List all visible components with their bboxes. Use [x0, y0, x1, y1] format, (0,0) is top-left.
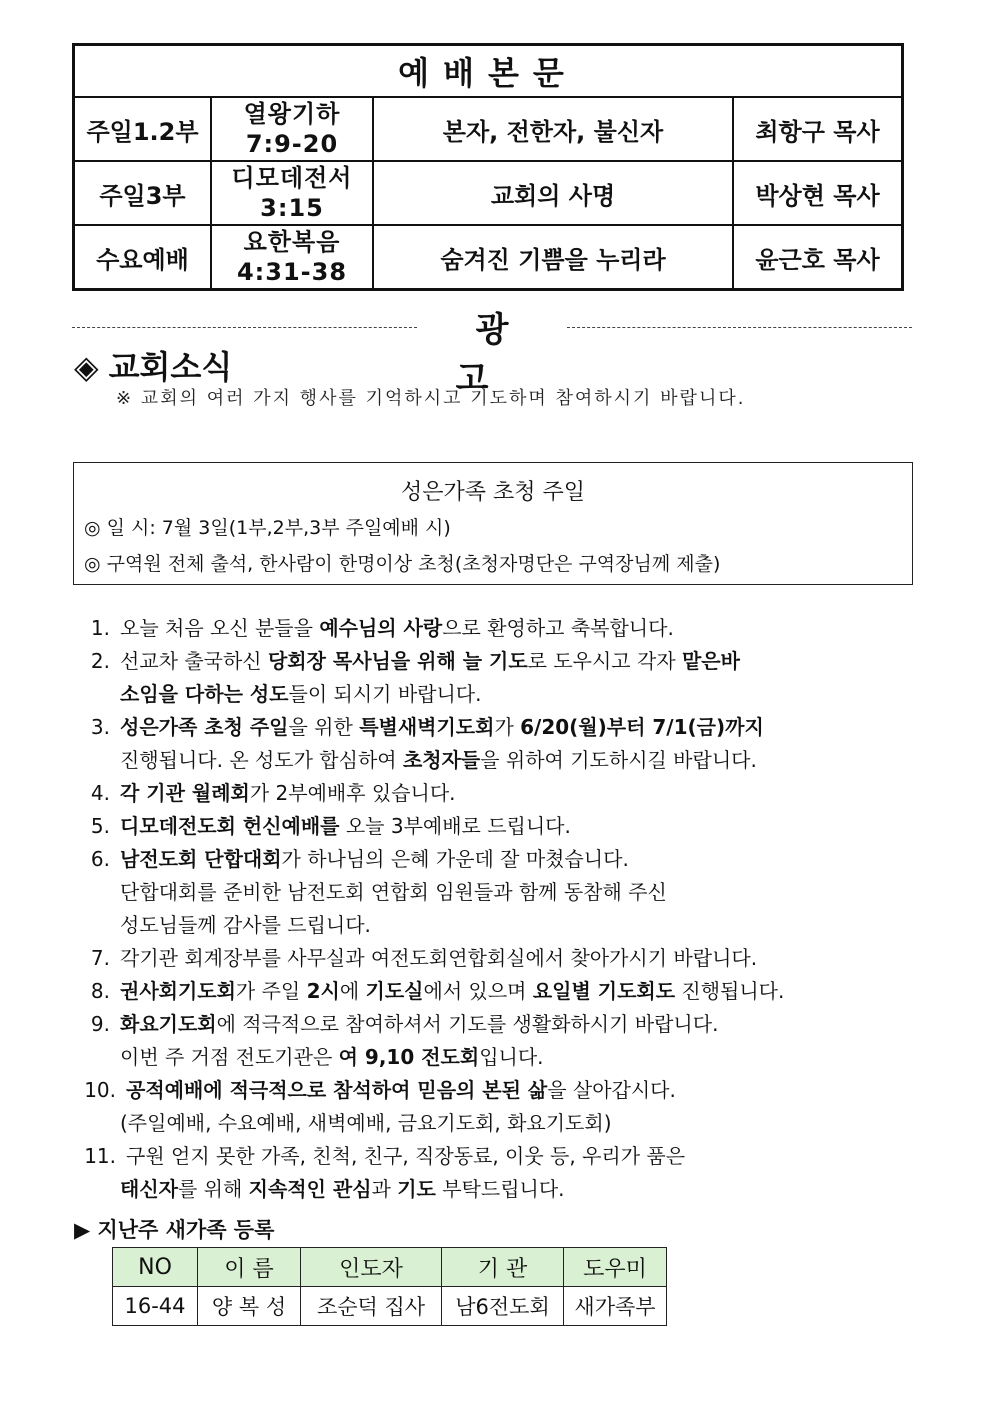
column-header: 도우미 — [564, 1248, 667, 1287]
notice-text: 각기관 회계장부를 사무실과 여전도회연합회실에서 찾아가시기 바랍니다. — [120, 946, 758, 970]
emphasis-text: 기도실 — [365, 979, 424, 1003]
notice-number: 10. — [84, 1078, 116, 1102]
notice-text-continued: 성도님들께 감사를 드립니다. — [120, 913, 371, 937]
notice-text-continued — [120, 744, 930, 777]
column-header: 인도자 — [301, 1248, 442, 1287]
text-span: 가 하나님의 은혜 가운데 잘 마쳤습니다. — [281, 847, 629, 871]
text-span: 에서 있으며 — [423, 979, 533, 1003]
sermon-title: 본자, 전한자, 불신자 — [373, 97, 733, 161]
sermon-table-title: 예배본문 — [74, 45, 903, 98]
column-header: 이 름 — [198, 1248, 301, 1287]
text-span: 를 위해 — [177, 1177, 249, 1201]
text-span: 을 살아갑시다. — [547, 1078, 676, 1102]
church-news-heading — [74, 342, 232, 388]
scripture-book: 열왕기하 — [243, 100, 341, 128]
service-name: 주일1.2부 — [74, 97, 212, 161]
text-span: 선교차 출국하신 — [120, 649, 268, 673]
notice-number: 2. — [90, 649, 110, 673]
list-item — [70, 810, 930, 843]
text-span: 에 — [339, 979, 366, 1003]
emphasis-text: 공적예배에 적극적으로 참석하여 믿음의 본된 삶 — [126, 1078, 548, 1102]
scripture-ref: 3:15 — [260, 194, 324, 222]
table-row — [74, 225, 903, 290]
text-span: 가 주일 — [235, 979, 307, 1003]
list-item — [70, 1008, 930, 1074]
emphasis-text: 예수님의 사랑 — [319, 616, 443, 640]
emphasis-text: 초청자들 — [402, 748, 481, 772]
church-news-subtitle: ※ 교회의 여러 가지 행사를 기억하시고 기도하며 참여하시기 바랍니다. — [116, 388, 746, 409]
notice-text — [120, 612, 930, 645]
divider-line-right — [567, 327, 912, 328]
scripture — [211, 161, 373, 225]
text-span: 부탁드립니다. — [435, 1177, 565, 1201]
text-span: 가 2부예배후 있습니다. — [249, 781, 456, 805]
service-name: 수요예배 — [74, 225, 212, 290]
notice-text-continued — [120, 678, 930, 711]
event-box — [73, 462, 913, 585]
notice-text — [120, 1008, 930, 1041]
notice-number: 7. — [90, 946, 110, 970]
notice-number: 3. — [90, 715, 110, 739]
notice-number: 11. — [84, 1144, 116, 1168]
table-cell: 16-44 — [113, 1287, 198, 1326]
notice-text-continued — [120, 1173, 930, 1206]
divider-line-left — [72, 327, 417, 328]
text-span: 진행됩니다. 온 성도가 합심하여 — [120, 748, 403, 772]
text-span: 을 위한 — [288, 715, 360, 739]
emphasis-text: 성은가족 초청 주일 — [120, 715, 289, 739]
emphasis-text: 남전도회 단합대회 — [120, 847, 282, 871]
preacher: 최항구 목사 — [733, 97, 903, 161]
preacher: 박상현 목사 — [733, 161, 903, 225]
emphasis-text: 각 기관 월례회 — [120, 781, 250, 805]
emphasis-text: 당회장 목사님을 위해 늘 기도 — [267, 649, 528, 673]
notice-number: 1. — [90, 616, 110, 640]
list-item — [70, 975, 930, 1008]
scripture — [211, 225, 373, 290]
scripture-book: 디모데전서 — [231, 164, 353, 192]
emphasis-text: 소임을 다하는 성도 — [120, 682, 289, 706]
text-span: 진행됩니다. — [675, 979, 785, 1003]
sermon-table — [72, 43, 904, 291]
event-title: 성은가족 초청 주일 — [400, 480, 585, 505]
text-span: 가 — [494, 715, 521, 739]
event-date-line: ◎ 일 시: 7월 3일(1부,2부,3부 주일예배 시) — [84, 517, 451, 539]
table-row — [113, 1287, 667, 1326]
table-row — [74, 97, 903, 161]
text-span: 과 — [371, 1177, 398, 1201]
notice-number: 6. — [90, 847, 110, 871]
scripture-ref: 7:9-20 — [245, 130, 339, 158]
scripture-book: 요한복음 — [243, 228, 341, 256]
emphasis-text: 권사회기도회 — [120, 979, 236, 1003]
list-item — [70, 612, 930, 645]
notice-text — [120, 645, 930, 678]
table-cell: 새가족부 — [564, 1287, 667, 1326]
notice-text: 구원 얻지 못한 가족, 친척, 친구, 직장동료, 이웃 등, 우리가 품은 — [126, 1144, 686, 1168]
emphasis-text: 태신자 — [120, 1177, 178, 1201]
sermon-title: 교회의 사명 — [373, 161, 733, 225]
text-span: 오늘 처음 오신 분들을 — [120, 616, 320, 640]
table-header-row — [113, 1248, 667, 1287]
notice-text — [126, 1074, 930, 1107]
scripture-ref: 4:31-38 — [236, 258, 348, 286]
emphasis-text: 화요기도회 — [120, 1012, 217, 1036]
notice-text-continued: (주일예배, 수요예배, 새벽예배, 금요기도회, 화요기도회) — [120, 1111, 612, 1135]
notice-text-continued: 단합대회를 준비한 남전도회 연합회 임원들과 함께 동참해 주신 — [120, 880, 667, 904]
column-header: NO — [113, 1248, 198, 1287]
notice-number: 4. — [90, 781, 110, 805]
text-span: 을 위하여 기도하시길 바랍니다. — [480, 748, 757, 772]
notice-text — [120, 810, 930, 843]
emphasis-text: 기도 — [397, 1177, 436, 1201]
emphasis-text: 여 9,10 전도회 — [338, 1045, 480, 1069]
text-span: 이번 주 거점 전도기관은 — [120, 1045, 339, 1069]
preacher: 윤근호 목사 — [733, 225, 903, 290]
emphasis-text: 요일별 기도회도 — [532, 979, 676, 1003]
list-item — [70, 711, 930, 777]
emphasis-text: 6/20(월)부터 7/1(금)까지 — [520, 715, 764, 739]
notice-text — [120, 711, 930, 744]
list-item — [70, 645, 930, 711]
list-item — [70, 1140, 930, 1206]
list-item — [70, 1074, 930, 1140]
service-name: 주일3부 — [74, 161, 212, 225]
notice-text-continued — [120, 1041, 930, 1074]
diamond-bullet-icon: ◈ — [74, 348, 99, 386]
text-span: 으로 환영하고 축복합니다. — [442, 616, 674, 640]
text-span: 오늘 3부예배로 드립니다. — [339, 814, 571, 838]
new-family-table — [112, 1247, 667, 1326]
emphasis-text: 디모데전도회 헌신예배를 — [120, 814, 340, 838]
text-span: 로 도우시고 각자 — [527, 649, 682, 673]
new-family-heading: ▶ 지난주 새가족 등록 — [74, 1218, 275, 1242]
table-cell: 양 복 성 — [198, 1287, 301, 1326]
list-item — [70, 843, 930, 942]
table-cell: 조순덕 집사 — [301, 1287, 442, 1326]
text-span: 들이 되시기 바랍니다. — [288, 682, 482, 706]
church-news-title: 교회소식 — [108, 348, 233, 386]
table-row — [74, 161, 903, 225]
notice-text — [120, 777, 930, 810]
emphasis-text: 2시 — [306, 979, 340, 1003]
notice-text — [120, 975, 930, 1008]
emphasis-text: 특별새벽기도회 — [359, 715, 495, 739]
event-detail-line: ◎ 구역원 전체 출석, 한사람이 한명이상 초청(초청자명단은 구역장님께 제출) — [84, 553, 721, 575]
list-item — [70, 942, 930, 975]
text-span: 입니다. — [479, 1045, 544, 1069]
notice-number: 5. — [90, 814, 110, 838]
text-span: 에 적극적으로 참여하셔서 기도를 생활화하시기 바랍니다. — [216, 1012, 719, 1036]
emphasis-text: 맡은바 — [681, 649, 740, 673]
list-item — [70, 777, 930, 810]
column-header: 기 관 — [442, 1248, 564, 1287]
scripture — [211, 97, 373, 161]
notice-number: 9. — [90, 1012, 110, 1036]
notice-number: 8. — [90, 979, 110, 1003]
notice-text — [120, 843, 930, 876]
sermon-title: 숨겨진 기쁨을 누리라 — [373, 225, 733, 290]
ad-heading: 광고 — [455, 310, 549, 399]
notice-list — [70, 612, 930, 1206]
table-cell: 남6전도회 — [442, 1287, 564, 1326]
emphasis-text: 지속적인 관심 — [248, 1177, 372, 1201]
